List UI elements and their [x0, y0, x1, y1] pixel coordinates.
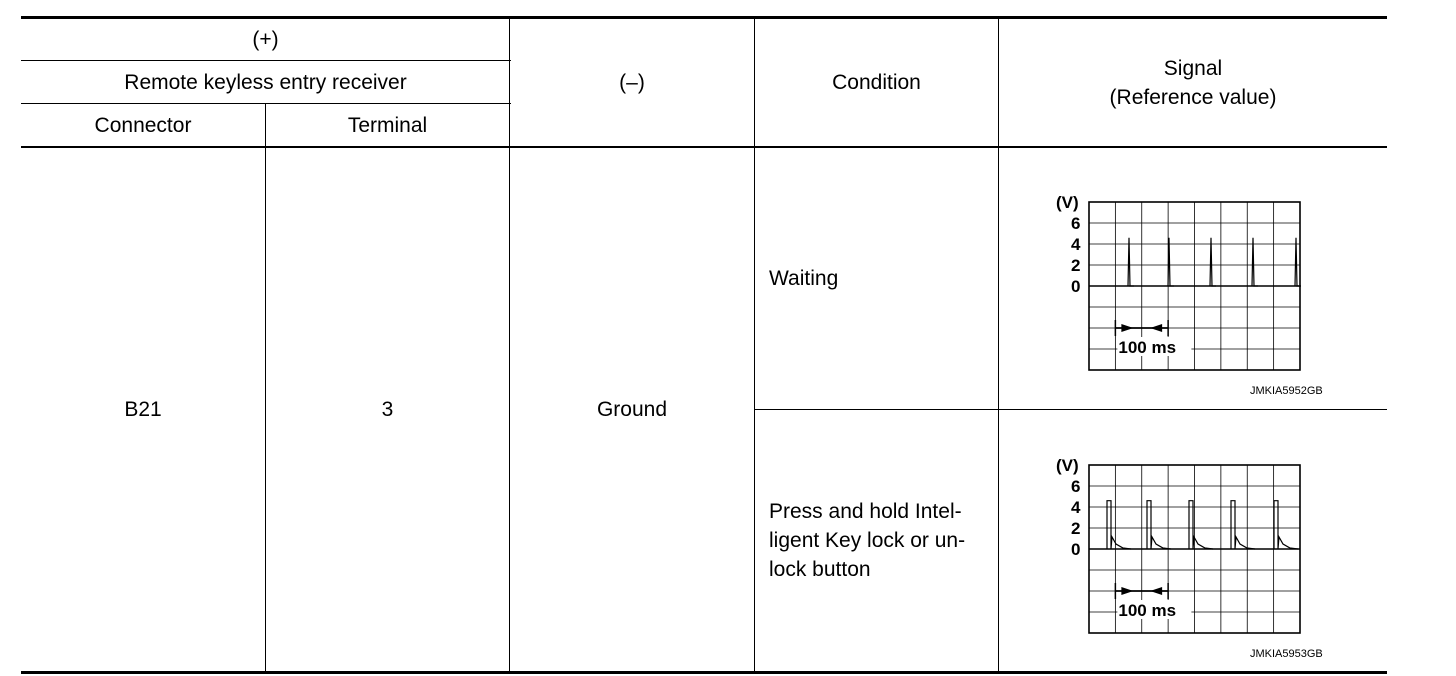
scope-tick-label: 2 — [1071, 256, 1081, 275]
time-scale-label: 100 ms — [1118, 601, 1177, 620]
condition-waiting-text: Waiting — [769, 267, 839, 290]
scope-tick-label: 0 — [1071, 277, 1081, 296]
waveform-pulse — [1252, 238, 1258, 286]
waveform-press-hold — [1050, 453, 1350, 659]
waveform-pulse — [1274, 501, 1298, 549]
waveform-pulse — [1128, 238, 1134, 286]
condition-press-hold-line2: ligent Key lock or un- — [769, 529, 966, 552]
row-connector — [21, 148, 265, 671]
scope-tick-label: 4 — [1071, 498, 1081, 517]
time-scale-arrow — [1121, 587, 1133, 595]
header-terminal — [266, 104, 509, 146]
scope-unit-label: (V) — [1056, 193, 1079, 212]
condition-press-hold-line3: lock button — [769, 558, 871, 581]
header-terminal-label: Terminal — [347, 113, 428, 137]
header-connector-label: Connector — [94, 113, 192, 137]
waveform-pulse — [1147, 501, 1171, 549]
header-signal — [999, 19, 1387, 146]
time-scale-arrow — [1150, 587, 1162, 595]
figure-id: JMKIA5952GB — [1250, 385, 1323, 397]
time-scale-arrow — [1150, 324, 1162, 332]
header-plus-label: (+) — [252, 28, 279, 51]
scope-tick-label: 6 — [1071, 214, 1081, 233]
header-component-label: Remote keyless entry receiver — [124, 70, 407, 94]
time-scale-arrow — [1121, 324, 1133, 332]
table-bottom-rule — [21, 671, 1387, 674]
waveform-pulse — [1189, 501, 1213, 549]
header-plus — [21, 19, 510, 60]
scope-tick-label: 6 — [1071, 477, 1081, 496]
header-connector — [21, 104, 265, 146]
figure-id: JMKIA5953GB — [1250, 648, 1323, 660]
header-signal-line2: (Reference value) — [1109, 85, 1277, 109]
header-minus-label: (–) — [619, 71, 645, 94]
waveform-pulse — [1210, 238, 1216, 286]
row-minus — [510, 148, 754, 671]
row-minus-value: Ground — [596, 398, 668, 421]
waveform-pulse — [1107, 501, 1131, 549]
condition-waiting — [769, 148, 998, 409]
scope-tick-label: 0 — [1071, 540, 1081, 559]
waveform-waiting — [1050, 190, 1350, 396]
waveform-pulse — [1231, 501, 1255, 549]
waveform-press-hold-svg — [1050, 453, 1350, 659]
condition-press-hold-line1: Press and hold Intel- — [769, 500, 962, 523]
time-scale-label: 100 ms — [1118, 338, 1177, 357]
scope-unit-label: (V) — [1056, 456, 1079, 475]
condition-press-hold — [769, 410, 998, 671]
scope-tick-label: 2 — [1071, 519, 1081, 538]
row-terminal — [266, 148, 509, 671]
header-component — [21, 61, 510, 103]
row-terminal-value: 3 — [381, 398, 394, 421]
header-signal-line1: Signal — [1163, 56, 1223, 80]
row-connector-value: B21 — [124, 398, 162, 421]
scope-tick-label: 4 — [1071, 235, 1081, 254]
waveform-waiting-svg — [1050, 190, 1350, 396]
waveform-pulse — [1168, 238, 1174, 286]
header-condition — [755, 19, 998, 146]
header-minus — [510, 19, 754, 146]
header-condition-label: Condition — [832, 71, 921, 94]
